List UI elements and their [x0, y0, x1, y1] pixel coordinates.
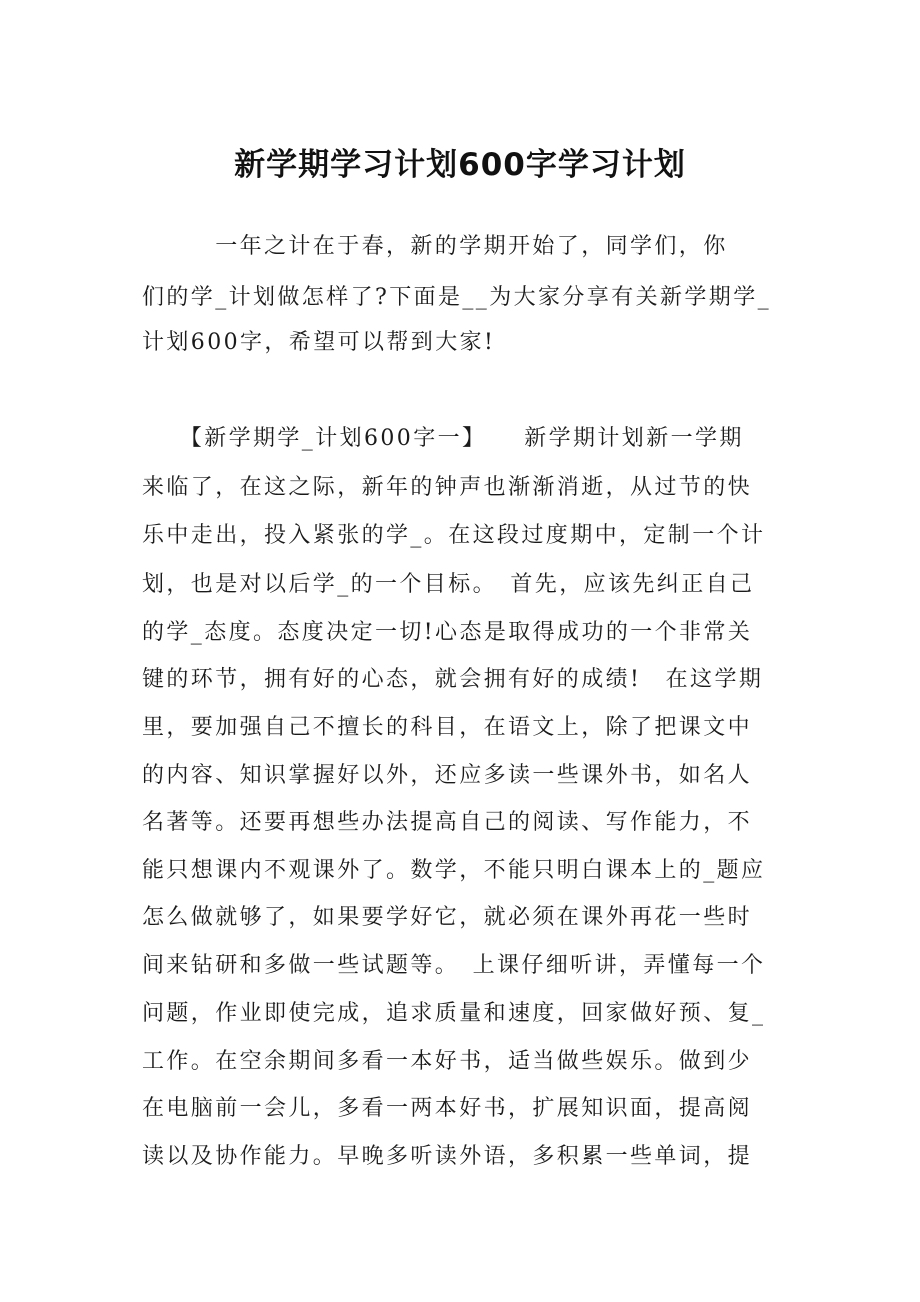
section1-heading-line: 【新学期学_计划600字一】 新学期计划新一学期 [142, 426, 744, 451]
body-line: 工作。在空余期间多看一本好书，适当做些娱乐。做到少 [142, 1049, 753, 1074]
body-line: 里，要加强自己不擅长的科目，在语文上，除了把课文中 [142, 715, 753, 740]
body-line: 划，也是对以后学_的一个目标。 首先，应该先纠正自己 [142, 572, 755, 597]
body-line: 能只想课内不观课外了。数学，不能只明白课本上的_题应 [142, 858, 766, 883]
body-line: 在电脑前一会儿，多看一两本好书，扩展知识面，提高阅 [142, 1096, 753, 1121]
body-line: 键的环节，拥有好的心态，就会拥有好的成绩! 在这学期 [142, 667, 764, 692]
intro-line: 们的学_计划做怎样了?下面是__为大家分享有关新学期学_ [142, 285, 771, 310]
body-line: 读以及协作能力。早晚多听读外语，多积累一些单词，提 [142, 1144, 753, 1169]
body-line: 的学_态度。态度决定一切!心态是取得成功的一个非常关 [142, 620, 753, 645]
body-line: 间来钻研和多做一些试题等。 上课仔细听讲，弄懂每一个 [142, 953, 766, 978]
intro-line: 计划600字，希望可以帮到大家! [142, 330, 496, 355]
document-title: 新学期学习计划600字学习计划 [234, 147, 686, 183]
body-line: 名著等。还要再想些办法提高自己的阅读、写作能力，不 [142, 810, 753, 835]
body-line: 问题，作业即使完成，追求质量和速度，回家做好预、复_ [142, 1001, 766, 1026]
intro-line: 一年之计在于春，新的学期开始了，同学们，你 [142, 234, 728, 259]
body-line: 的内容、知识掌握好以外，还应多读一些课外书，如名人 [142, 763, 753, 788]
body-line: 来临了，在这之际，新年的钟声也渐渐消逝，从过节的快 [142, 475, 753, 500]
body-line: 乐中走出，投入紧张的学_。在这段过度期中，定制一个计 [142, 523, 766, 548]
body-line: 怎么做就够了，如果要学好它，就必须在课外再花一些时 [142, 905, 753, 930]
